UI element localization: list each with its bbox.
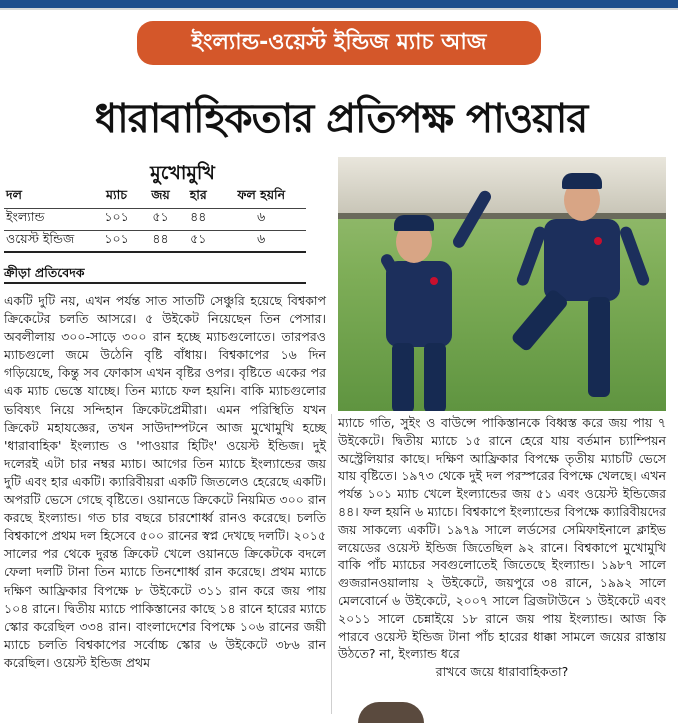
col-header-wins: জয়: [141, 186, 180, 208]
headline: ধারাবাহিকতার প্রতিপক্ষ পাওয়ার: [94, 95, 588, 142]
col-header-team: দল: [4, 186, 92, 208]
article-closing-line: রাখবে জয়ে ধারাবাহিকতা?: [435, 664, 569, 680]
player-left-figure: [338, 157, 508, 411]
head-to-head-box: [4, 160, 306, 253]
table-row: [4, 230, 306, 252]
byline: ক্রীড়া প্রতিবেদক: [4, 262, 306, 284]
top-rule: [0, 8, 678, 10]
team-name: ওয়েস্ট ইন্ডিজ: [4, 230, 92, 252]
losses-value: ৪৪: [180, 208, 216, 230]
matches-value: ১০১: [92, 230, 141, 252]
team-name: ইংল্যান্ড: [4, 208, 92, 230]
bottom-photo-thumbnail: [358, 702, 424, 723]
player-right-figure: [508, 157, 666, 411]
col-header-losses: হার: [180, 186, 216, 208]
no-result-value: ৬: [216, 230, 306, 252]
article-column-right-text: ম্যাচে গতি, সুইং ও বাউন্সে পাকিস্তানকে বিধ্বস্ত করে জয় পায় ৭ উইকেটে। দ্বিতীয় ম্যাচে ১৫ রানে হেরে যায় বর্তমান চ্যাম্পিয়ন অস্ট্রেলিয়ার কাছে। দক্ষিণ আফ্রিকার বিপক্ষে তৃতীয় ম্যাচটি ভেসে যায় বৃষ্টিতে। ১৯৭৩ থেকে দুই দল পরস্পরের বিপক্ষে খেলছে। এখন পর্যন্ত ১০১ ম্যাচ খেলে ইংল্যান্ডের জয় ৫১ এবং ওয়েস্ট ইন্ডিজের ৪৪। ফল হয়নি ৬ ম্যাচে। বিশ্বকাপে ইংল্যান্ডের বিপক্ষে ক্যারিবীয়দের জয় সাকল্যে একটি। ১৯৭৯ সালে লর্ডসের সেমিফাইনালে ক্লাইভ লয়েডের ওয়েস্ট ইন্ডিজ জিতেছিল ৯২ রানে। বিশ্বকাপে মুখোমুখি বাকি পাঁচ ম্যাচের সবগুলোতেই জিতেছে ইংল্যান্ড। ১৯৮৭ সালে গুজরানওয়ালায় ২ উইকেটে, জয়পুরে ৩৪ রানে, ১৯৯২ সালে মেলবোর্নে ৬ উইকেটে, ২০০৭ সালে ব্রিজটাউনে ১ উইকেটে এবং ২০১১ সালে চেন্নাইয়ে ১৮ রানে জয় পায় ইংল্যান্ড। আজ কি পারবে ওয়েস্ট ইন্ডিজ টানা পাঁচ হারের ধাক্কা সামলে জয়ের রাস্তায় উঠতে? না, ইংল্যান্ড ধরে: [338, 415, 666, 662]
table-row: [4, 208, 306, 230]
matches-value: ১০১: [92, 208, 141, 230]
top-color-strip: [0, 0, 678, 8]
article-column-left: একটি দুটি নয়, এখন পর্যন্ত সাত সাতটি সেঞ্চুরি হয়েছে বিশ্বকাপ ক্রিকেটের চলতি আসরে। ৫ উইকেট নিয়েছেন তিন পেসার। অবলীলায় ৩০০-সাড়ে ৩০০ রান হচ্ছে ম্যাচগুলোতে। তারপরও ম্যাচগুলো জমে উঠেনি বৃষ্টি বাঁধায়। বিশ্বকাপের ১৬ দিন গড়িয়েছে, কিন্তু সব ফোকাস এখন বৃষ্টির ওপর। বৃষ্টিতে একের পর এক ম্যাচ ভেস্তে যাচ্ছে। তিন ম্যাচে ফল হয়নি। বাকি ম্যাচগুলোর ভবিষ্যৎ নিয়ে সন্দিহান ক্রিকেটপ্রেমীরা। এমন পরিস্থিতি যখন ক্রিকেট মহাযজ্ঞের, তখন সাউদাম্পটনে আজ মুখোমুখি হচ্ছে 'ধারাবাহিক' ইংল্যান্ড ও 'পাওয়ার হিটিং' ওয়েস্ট ইন্ডিজ। দুই দলেরই এটা চার নম্বর ম্যাচ। আগের তিন ম্যাচে ইংল্যান্ডের জয় দুটি এবং হার একটি। ক্যারিবীয়রা একটি জিতলেও হেরেছে একটি। অপরটি ভেসে গেছে বৃষ্টিতে। ওয়ানডে ক্রিকেটে নিয়মিত ৩০০ রান করছে ইংল্যান্ড। গত চার বছরে চারশোর্ধ্ব রানও করেছে। চলতি বিশ্বকাপে প্রথম দল হিসেবে ৫০০ রানের স্বপ্ন দেখছে দলটি। ২০১৫ সালের পর থেকে দুরন্ত ক্রিকেট খেলে ওয়ানডে ক্রিকেটকে বদলে ফেলা দলটি টানা তিন ম্যাচে তিনশোর্ধ্ব রান করেছে। প্রথম ম্যাচে দক্ষিণ আফ্রিকার বিপক্ষে ৮ উইকেটে ৩১১ রান করে জয় পায় ১০৪ রানে। দ্বিতীয় ম্যাচে পাকিস্তানের কাছে ১৪ রানে হারের ম্যাচে স্কোর করেছিল ৩৩৪ রান। বাংলাদেশের বিপক্ষে ১০৬ রানের জয়ী ম্যাচে চলতি বিশ্বকাপের সর্বোচ্চ স্কোর ৬ উইকেটে ৩৮৬ রান করেছিল। ওয়েস্ট ইন্ডিজ প্রথম: [4, 293, 326, 670]
head-to-head-title: মুখোমুখি: [150, 162, 215, 184]
players-photo: [338, 157, 666, 411]
col-header-matches: ম্যাচ: [92, 186, 141, 208]
article-column-right: [338, 414, 666, 681]
wins-value: ৫১: [141, 208, 180, 230]
wins-value: ৪৪: [141, 230, 180, 252]
no-result-value: ৬: [216, 208, 306, 230]
head-to-head-table: [4, 186, 306, 253]
losses-value: ৫১: [180, 230, 216, 252]
kicker-banner: ইংল্যান্ড-ওয়েস্ট ইন্ডিজ ম্যাচ আজ: [137, 21, 541, 65]
col-header-no-result: ফল হয়নি: [216, 186, 306, 208]
column-divider: [331, 414, 332, 714]
table-header-row: [4, 186, 306, 208]
